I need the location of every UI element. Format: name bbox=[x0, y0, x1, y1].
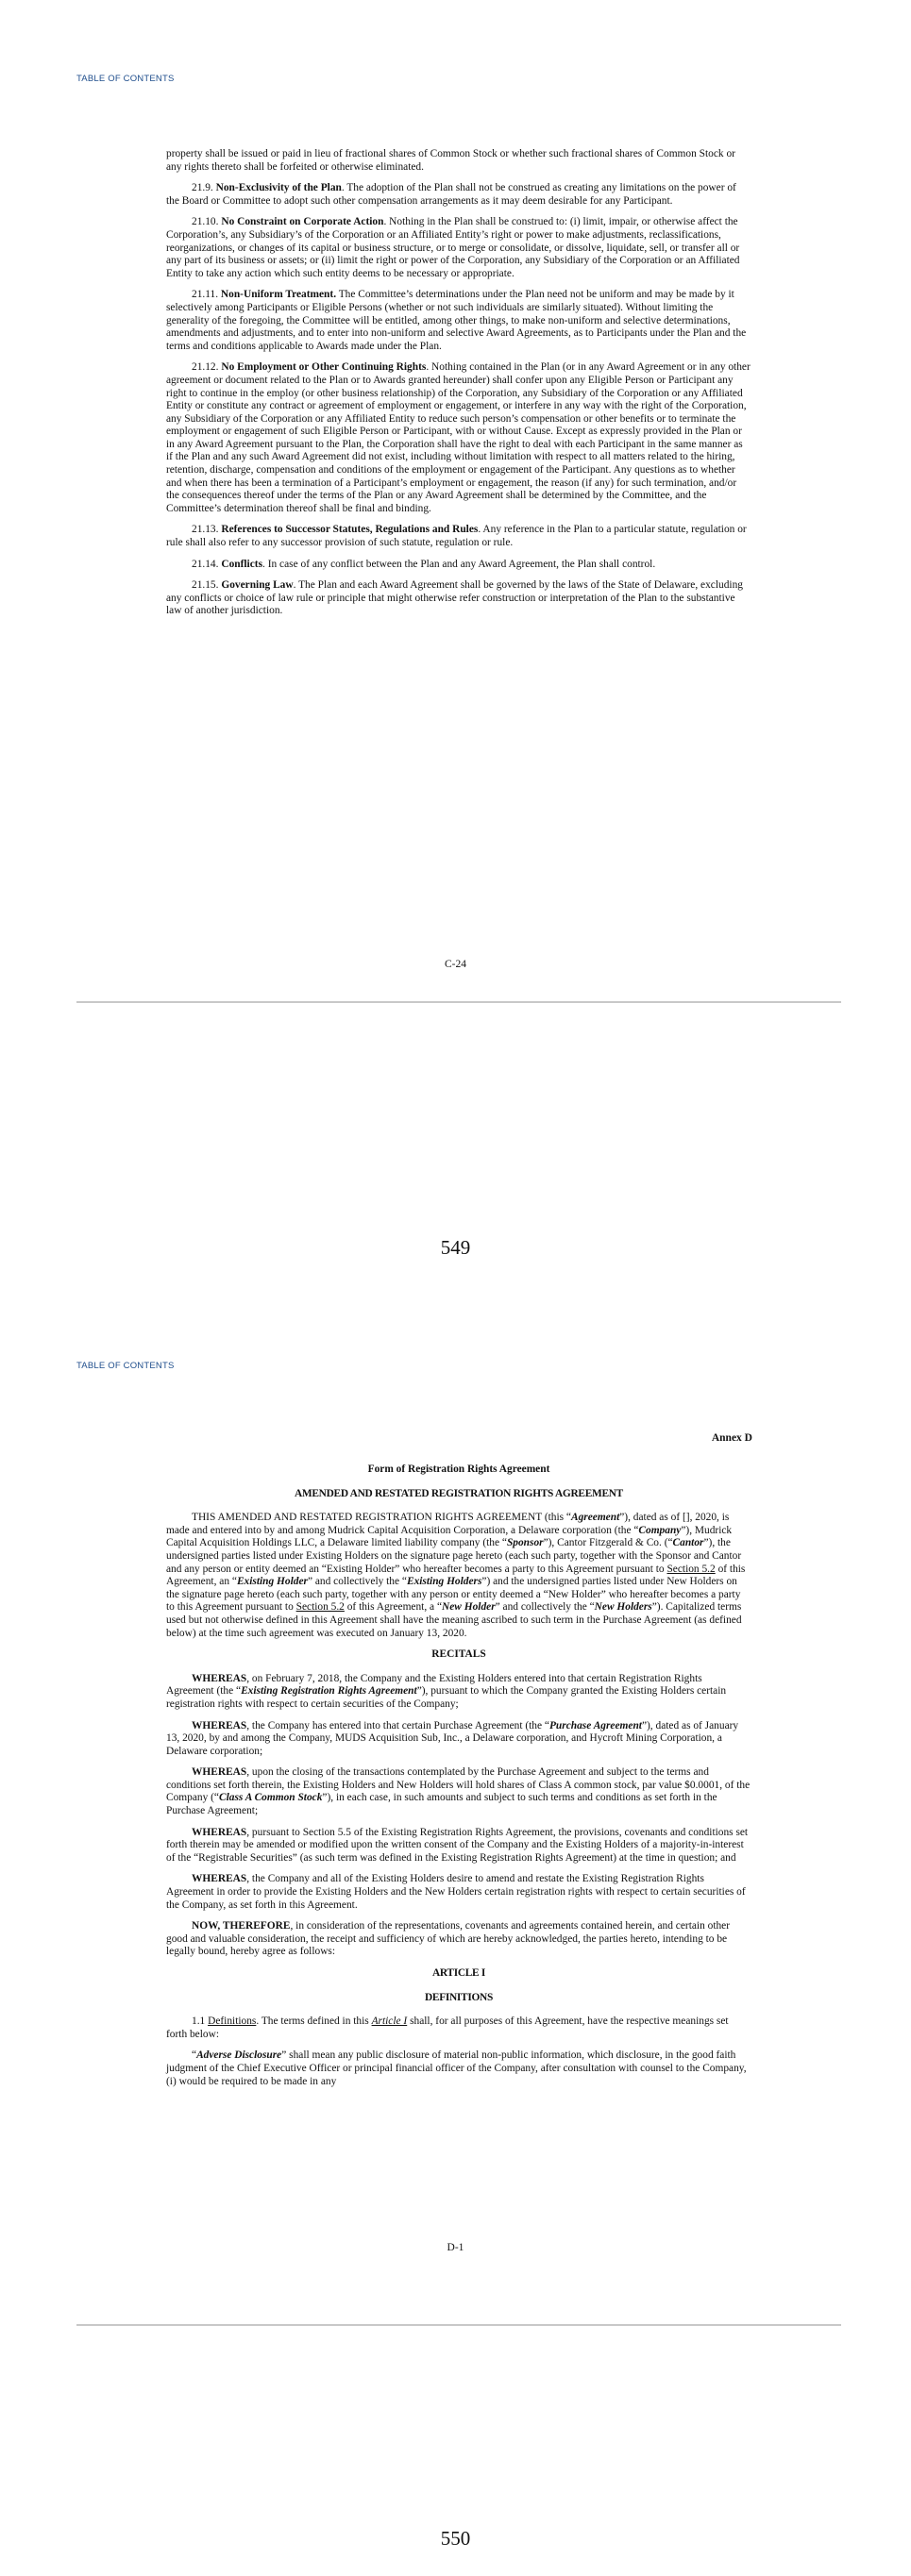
whereas-1: WHEREAS, on February 7, 2018, the Company and the Existing Holders entered into that certain Registration Rights Agreement (the “Existing Registration Rights Agreement”), pursuant to which the Company granted the Existing Holders certain registration rights with respect to certain securities of the Company; bbox=[166, 1672, 727, 1710]
section-heading: Conflicts bbox=[221, 558, 263, 570]
section-heading: No Constraint on Corporate Action bbox=[221, 216, 384, 228]
page-c24-body bbox=[166, 148, 751, 627]
definitions-intro: 1.1 Definitions. The terms defined in this Article I shall, for all purposes of this Agreement, have the respective meanings set forth below: bbox=[166, 2016, 729, 2040]
section-heading: Governing Law bbox=[221, 579, 294, 592]
page-footer-c24: C-24 bbox=[445, 959, 466, 970]
section-reference: Section 5.2 bbox=[666, 1563, 716, 1575]
defined-term: New Holder bbox=[442, 1601, 496, 1614]
agreement-title: AMENDED AND RESTATED REGISTRATION RIGHTS AGREEMENT bbox=[295, 1487, 623, 1499]
table-of-contents-link[interactable]: TABLE OF CONTENTS bbox=[76, 1361, 175, 1371]
defined-term: Purchase Agreement bbox=[548, 1719, 642, 1731]
whereas-2: WHEREAS, the Company has entered into that certain Purchase Agreement (the “Purchase Agreement”), dated as of January 13, 2020, by and among the Company, MUDS Acquisition Sub, Inc., a Delaware corporation, and Hycroft Mining Corporation, a Delaware corporation; bbox=[166, 1719, 739, 1757]
defined-term: Existing Registration Rights Agreement bbox=[241, 1685, 417, 1698]
section-21-15: 21.15. Governing Law. The Plan and each Award Agreement shall be governed by the laws of the State of Delaware, excluding any conflicts or choice of law rule or principle that might otherwise refer construction or interpretation of the Plan to the substantive law of another jurisdiction. bbox=[166, 579, 743, 617]
whereas-5: WHEREAS, the Company and all of the Existing Holders desire to amend and restate the Existing Registration Rights Agreement in order to provide the Existing Holders and the New Holders certain registration rights with respect to certain securities of the Company, as set forth in this Agreement. bbox=[166, 1873, 746, 1911]
section-number: 21.15. bbox=[192, 579, 219, 592]
section-number: 21.12. bbox=[192, 361, 219, 374]
page-footer-d1: D-1 bbox=[447, 2242, 464, 2253]
section-reference: Section 5.2 bbox=[295, 1601, 345, 1614]
annex-label: Annex D bbox=[711, 1432, 752, 1444]
whereas-4: WHEREAS, pursuant to Section 5.5 of the Existing Registration Rights Agreement, the provisions, covenants and conditions set forth therein may be amended or modified upon the written consent of the Company and the Existing Holders of a majority-in-interest of the “Registrable Securities” (as such term was defined in the Existing Registration Rights Agreement) at the time in question; and bbox=[166, 1826, 749, 1864]
definitions-heading: DEFINITIONS bbox=[424, 1991, 494, 2003]
section-heading: References to Successor Statutes, Regulations and Rules bbox=[221, 524, 479, 536]
defined-term: Adverse Disclosure bbox=[196, 2049, 282, 2062]
section-number: 21.13. bbox=[192, 524, 219, 536]
section-21-10: 21.10. No Constraint on Corporate Action. Nothing in the Plan shall be construed to: (i) limit, impair, or otherwise affect the Corporation’s, any Subsidiary’s of the Corporation or an Affiliated Entity’s right or power to make adjustments, reclassifications, reorganizations, or changes of its capital or business structure, or to merge or consolidate, or dissolve, liquidate, sell, or transfer all or any part of its business or assets; or (ii) limit the right or power of the Corporation, any Subsidiary of the Corporation or an Affiliated Entity to take any action which such entity deems to be necessary or appropriate. bbox=[166, 216, 740, 279]
page-divider bbox=[76, 2324, 841, 2326]
page-divider bbox=[76, 1001, 841, 1003]
section-number: 21.9. bbox=[192, 182, 213, 194]
section-21-12: 21.12. No Employment or Other Continuing Rights. Nothing contained in the Plan (or in any Award Agreement or in any other agreement or document related to the Plan or to Awards granted hereunder) shall confer upon any Eligible Person or Participant any right to continue in the employ (or other business relationship) of the Corporation, any Subsidiary of the Corporation or any Affiliated Entity or constitute any contract or agreement of employment or engagement, or interfere in any way with the right of the Corporation, any Subsidiary of the Corporation or any Affiliated Entity to reduce such person’s compensation or other benefits or to terminate the employment or engagement of such Eligible Person or Participant, with or without Cause. Except as expressly provided in the Plan or in any Award Agreement pursuant to the Plan, the Corporation shall have the right to deal with each Participant in the same manner as if the Plan and any such Award Agreement did not exist, including without limitation with respect to all matters related to the hiring, retention, discharge, compensation and conditions of the employment or engagement of the Participant. Any questions as to whether and when there has been a termination of a Participant’s employment or engagement, the reason (if any) for such termination, and/or the consequences thereof under the terms of the Plan or any Award Agreement shall be determined by the Committee, and the Committee’s determination thereof shall be final and binding. bbox=[166, 361, 751, 514]
section-number: 21.10. bbox=[192, 216, 219, 228]
section-21-13: 21.13. References to Successor Statutes, Regulations and Rules. Any reference in the Plan to a particular statute, regulation or rule shall also refer to any successor provision of such statute, regulation or rule. bbox=[166, 524, 747, 549]
defined-term: Sponsor bbox=[506, 1537, 544, 1549]
section-number: 21.14. bbox=[192, 558, 219, 570]
recitals-heading: RECITALS bbox=[431, 1648, 486, 1661]
page-number-550: 550 bbox=[440, 2527, 471, 2550]
section-heading: Non-Exclusivity of the Plan bbox=[215, 182, 342, 194]
form-title: Form of Registration Rights Agreement bbox=[367, 1464, 550, 1475]
section-21-11: 21.11. Non-Uniform Treatment. The Committee’s determinations under the Plan need not be uniform and may be made by it selectively among Participants or Eligible Persons (whether or not such individuals are similarly situated). Without limiting the generality of the foregoing, the Committee will be entitled, among other things, to make non-uniform and selective determinations, amendments and adjustments, and to enter into non-uniform and selective Award Agreements, as to Participants under the Plan and the terms and conditions applicable to Awards made under the Plan. bbox=[166, 289, 747, 352]
table-of-contents-link[interactable]: TABLE OF CONTENTS bbox=[76, 74, 175, 84]
defined-term: Existing Holder bbox=[236, 1576, 308, 1588]
defined-term: Existing Holders bbox=[406, 1576, 482, 1588]
defined-term: Class A Common Stock bbox=[219, 1792, 323, 1804]
article-reference: Article I bbox=[371, 2016, 408, 2028]
section-heading: No Employment or Other Continuing Rights bbox=[221, 361, 427, 374]
article-heading: ARTICLE I bbox=[431, 1967, 486, 1979]
section-number: 21.11. bbox=[192, 289, 219, 301]
defined-term: Agreement bbox=[570, 1512, 620, 1524]
whereas-3: WHEREAS, upon the closing of the transactions contemplated by the Purchase Agreement and subject to the terms and conditions set forth therein, the Existing Holders and New Holders will hold shares of Class A common stock, par value $0.0001, of the Company (“Class A Common Stock”), in each case, in such amounts and subject to such terms and conditions as set forth in the Purchase Agreement; bbox=[166, 1766, 751, 1817]
definition-adverse-disclosure: “Adverse Disclosure” shall mean any public disclosure of material non-public information, which disclosure, in the good faith judgment of the Chief Executive Officer or principal financial officer of the Company, after consultation with counsel to the Company, (i) would be required to be made in any bbox=[166, 2049, 747, 2087]
page-d1-body bbox=[166, 1464, 751, 2097]
defined-term: New Holders bbox=[594, 1601, 652, 1614]
defined-term: Company bbox=[638, 1524, 682, 1536]
defined-term: Cantor bbox=[672, 1537, 704, 1549]
page-number-549: 549 bbox=[440, 1236, 471, 1259]
now-therefore-paragraph: NOW, THEREFORE, in consideration of the representations, covenants and agreements contained herein, and certain other good and valuable consideration, the receipt and sufficiency of which are hereby acknowledged, the parties hereto, intending to be legally bound, hereby agree as follows: bbox=[166, 1920, 731, 1958]
section-21-14: 21.14. Conflicts. In case of any conflict between the Plan and any Award Agreement, the Plan shall control. bbox=[192, 558, 656, 570]
paragraph-fractional-shares: property shall be issued or paid in lieu of fractional shares of Common Stock or whether such fractional shares of Common Stock or any rights thereto shall be forfeited or otherwise eliminated. bbox=[166, 148, 735, 173]
section-21-9: 21.9. Non-Exclusivity of the Plan. The adoption of the Plan shall not be construed as creating any limitations on the power of the Board or Committee to adopt such other compensation arrangements as it may deem desirable for any Participant. bbox=[166, 182, 736, 207]
intro-paragraph: THIS AMENDED AND RESTATED REGISTRATION RIGHTS AGREEMENT (this “Agreement”), dated as of [], 2020, is made and entered into by and among Mudrick Capital Acquisition Corporation, a Delaware corporation (the “Company”), Mudrick Capital Acquisition Holdings LLC, a Delaware limited liability company (the “Sponsor”), Cantor Fitzgerald & Co. (“Cantor”), the undersigned parties listed under Existing Holders on the signature page hereto (each such party, together with the Sponsor and Cantor and any person or entity deemed an “Existing Holder” who hereafter becomes a party to this Agreement pursuant to Section 5.2 of this Agreement, an “Existing Holder” and collectively the “Existing Holders”) and the undersigned parties listed under New Holders on the signature page hereto (each such party, together with any person or entity deemed a “New Holder” who hereafter becomes a party to this Agreement pursuant to Section 5.2 of this Agreement, a “New Holder” and collectively the “New Holders”). Capitalized terms used but not otherwise defined in this Agreement shall have the meaning ascribed to such term in the Purchase Agreement (as defined below) at the time such agreement was executed on January 13, 2020. bbox=[166, 1512, 746, 1639]
section-heading: Non-Uniform Treatment. bbox=[220, 289, 337, 301]
